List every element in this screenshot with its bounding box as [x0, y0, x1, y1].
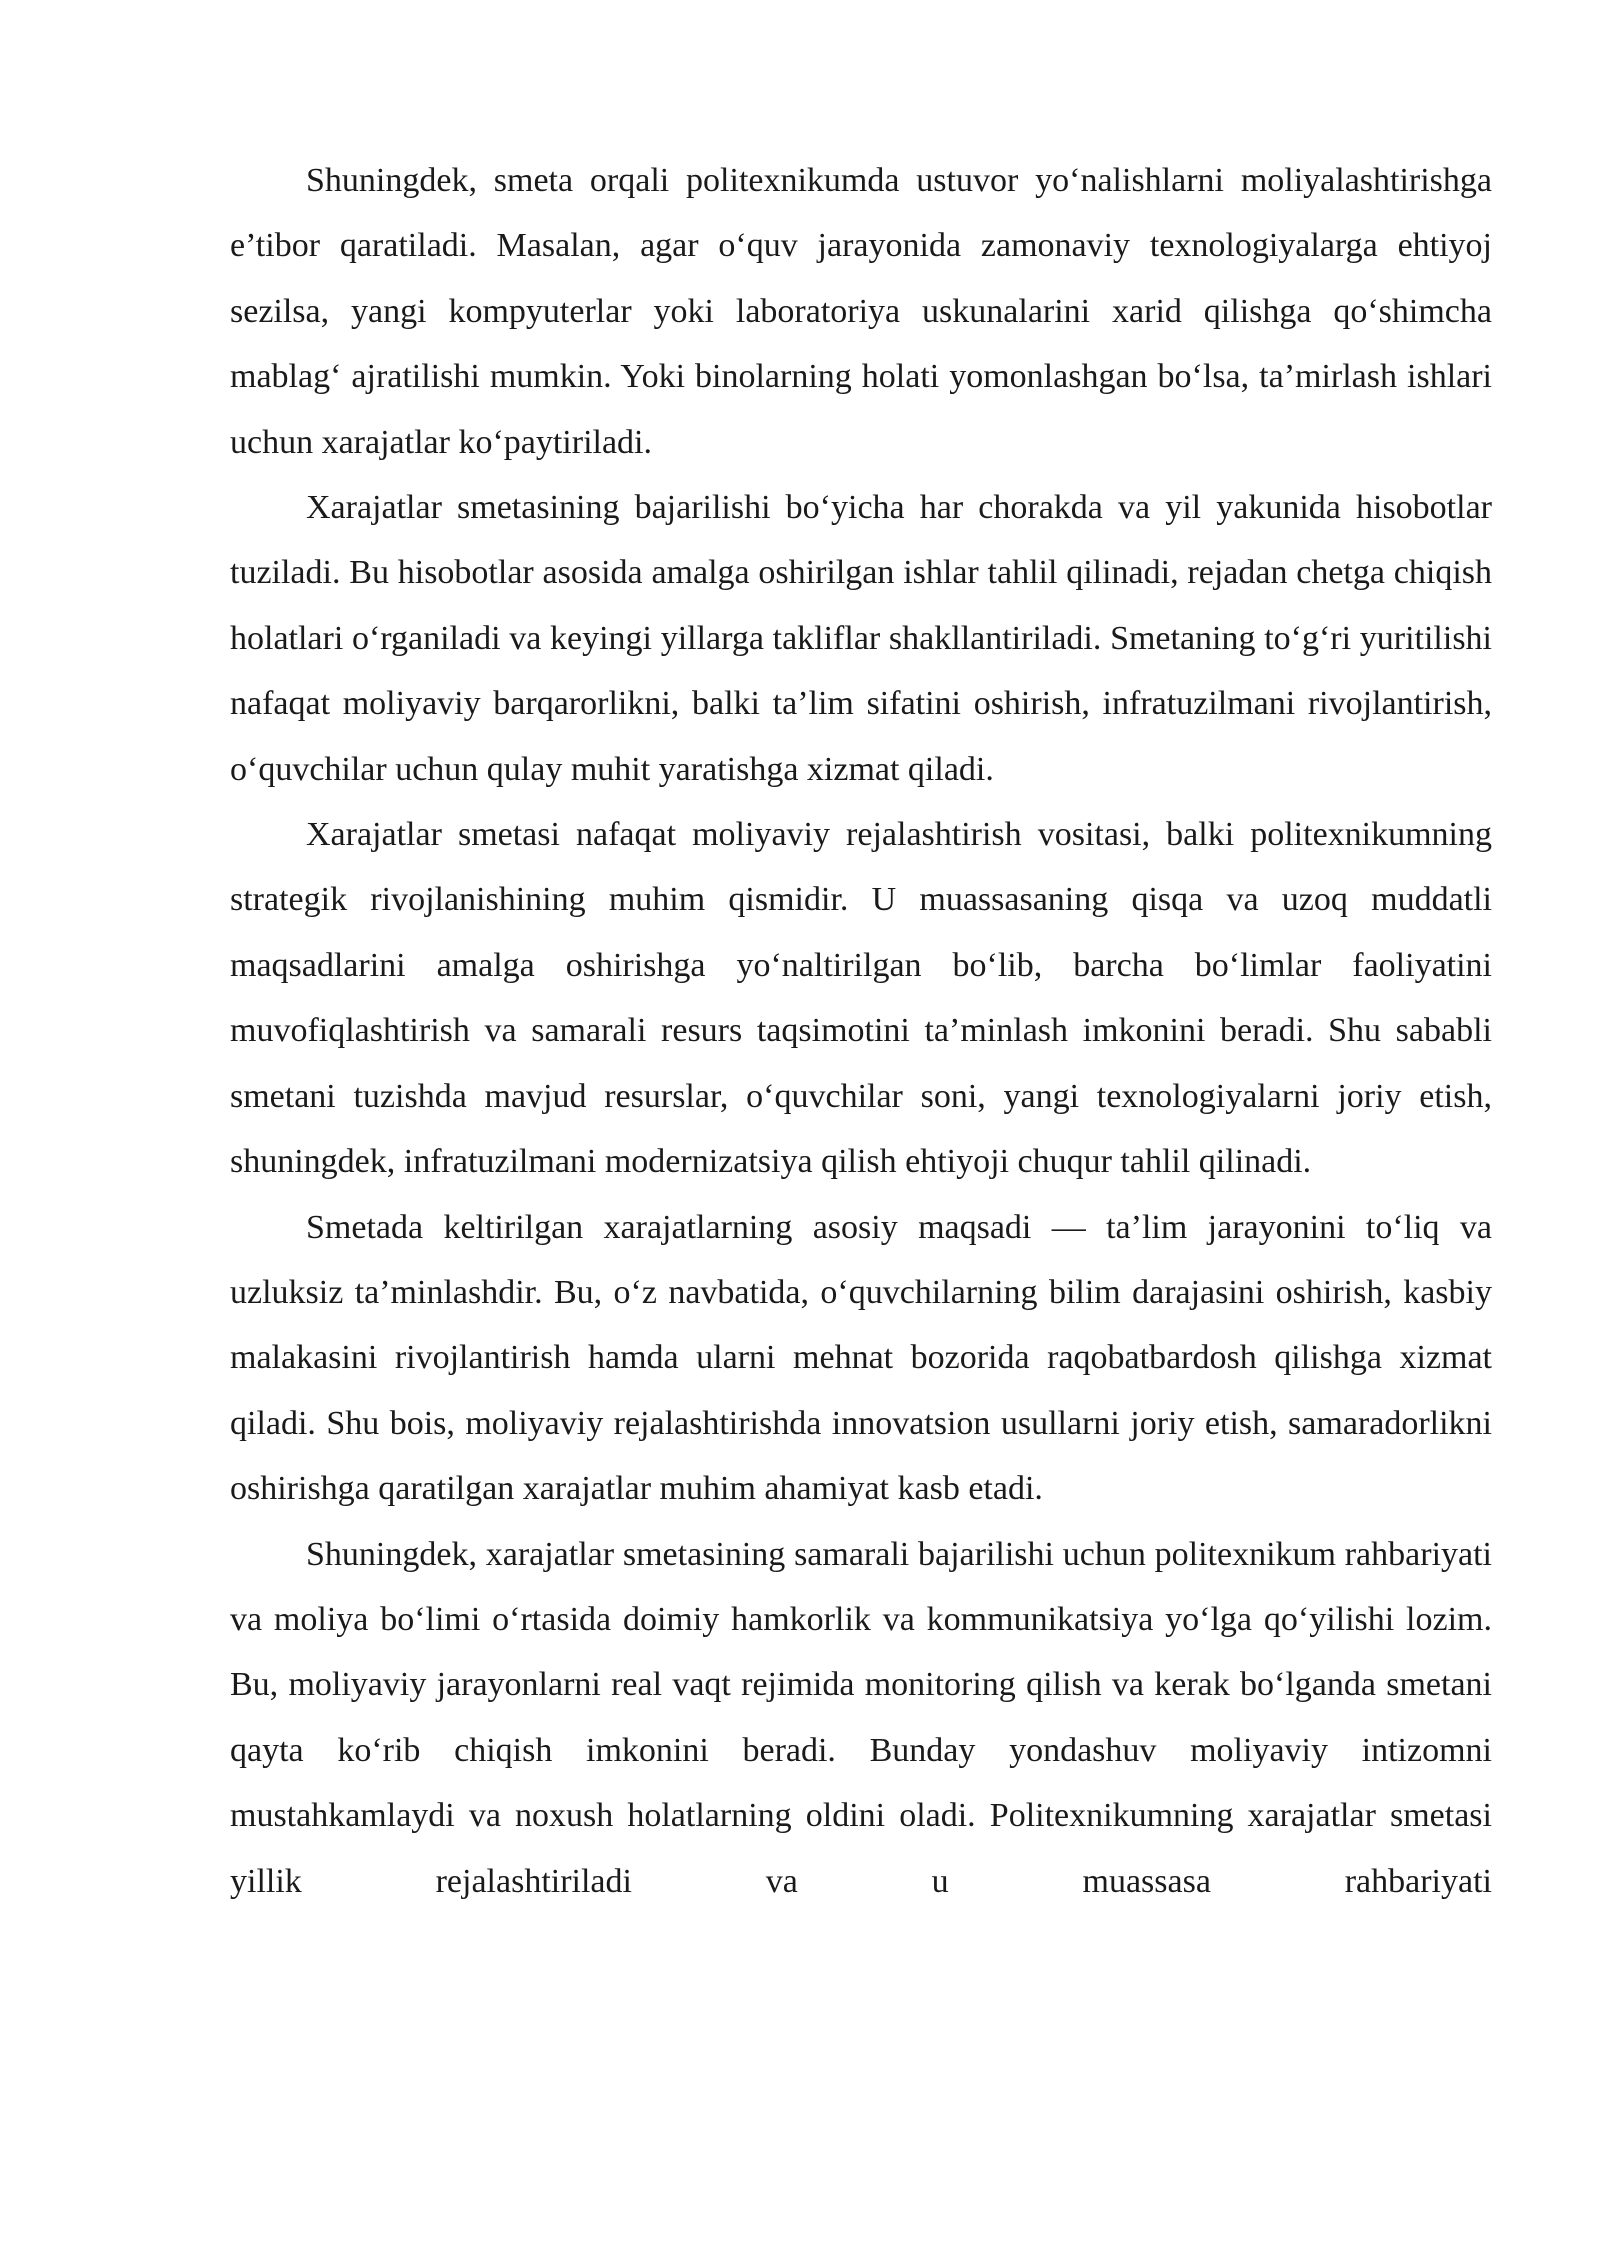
paragraph-1: Shuningdek, smeta orqali politexnikumda ustuvor yo‘nalishlarni moliyalashtirishga e’tibor qaratiladi. Masalan, agar o‘quv jarayonida zamonaviy texnologiyalarga ehtiyoj sezilsa, yangi kompyuterlar yoki laboratoriya uskunalarini xarid qilishga qo‘shimcha mablag‘ ajratilishi mumkin. Yoki binolarning holati yomonlashgan bo‘lsa, ta’mirlash ishlari uchun xarajatlar ko‘paytiriladi.: [230, 162, 1492, 461]
paragraph-2: Xarajatlar smetasining bajarilishi bo‘yicha har chorakda va yil yakunida hisobotlar tuziladi. Bu hisobotlar asosida amalga oshirilgan ishlar tahlil qilinadi, rejadan chetga chiqish holatlari o‘rganiladi va keyingi yillarga takliflar shakllantiriladi. Smetaning to‘g‘ri yuritilishi nafaqat moliyaviy barqarorlikni, balki ta’lim sifatini oshirish, infratuzilmani rivojlantirish, o‘quvchilar uchun qulay muhit yaratishga xizmat qiladi.: [230, 489, 1492, 788]
document-body: [230, 148, 1492, 1914]
paragraph-5: Shuningdek, xarajatlar smetasining samarali bajarilishi uchun politexnikum rahbariyati va moliya bo‘limi o‘rtasida doimiy hamkorlik va kommunikatsiya yo‘lga qo‘yilishi lozim. Bu, moliyaviy jarayonlarni real vaqt rejimida monitoring qilish va kerak bo‘lganda smetani qayta ko‘rib chiqish imkonini beradi. Bunday yondashuv moliyaviy intizomni mustahkamlaydi va noxush holatlarning oldini oladi. Politexnikumning xarajatlar smetasi yillik rejalashtiriladi va u muassasa rahbariyati: [230, 1535, 1492, 1900]
paragraph-3: Xarajatlar smetasi nafaqat moliyaviy rejalashtirish vositasi, balki politexnikumning strategik rivojlanishining muhim qismidir. U muassasaning qisqa va uzoq muddatli maqsadlarini amalga oshirishga yo‘naltirilgan bo‘lib, barcha bo‘limlar faoliyatini muvofiqlashtirish va samarali resurs taqsimotini ta’minlash imkonini beradi. Shu sababli smetani tuzishda mavjud resurslar, o‘quvchilar soni, yangi texnologiyalarni joriy etish, shuningdek, infratuzilmani modernizatsiya qilish ehtiyoji chuqur tahlil qilinadi.: [230, 816, 1492, 1181]
paragraph-4: Smetada keltirilgan xarajatlarning asosiy maqsadi — ta’lim jarayonini to‘liq va uzluksiz ta’minlashdir. Bu, o‘z navbatida, o‘quvchilarning bilim darajasini oshirish, kasbiy malakasini rivojlantirish hamda ularni mehnat bozorida raqobatbardosh qilishga xizmat qiladi. Shu bois, moliyaviy rejalashtirishda innovatsion usullarni joriy etish, samaradorlikni oshirishga qaratilgan xarajatlar muhim ahamiyat kasb etadi.: [230, 1208, 1492, 1508]
